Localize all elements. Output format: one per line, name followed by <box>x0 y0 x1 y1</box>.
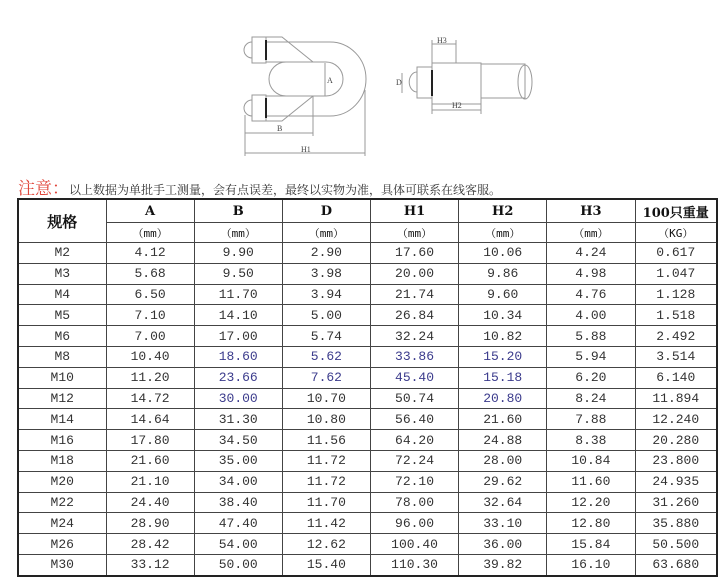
spec-cell: M3 <box>18 263 106 284</box>
value-cell: 39.82 <box>459 554 547 575</box>
value-cell: 6.140 <box>635 367 717 388</box>
value-cell: 10.34 <box>459 305 547 326</box>
value-cell: 35.00 <box>194 450 282 471</box>
value-cell: 56.40 <box>370 409 458 430</box>
value-cell: 24.40 <box>106 492 194 513</box>
value-cell: 5.00 <box>282 305 370 326</box>
value-cell: 7.88 <box>547 409 635 430</box>
value-cell: 36.00 <box>459 534 547 555</box>
value-cell: 17.60 <box>370 243 458 264</box>
value-cell: 54.00 <box>194 534 282 555</box>
table-row <box>18 450 717 471</box>
value-cell: 5.74 <box>282 326 370 347</box>
value-cell: 11.70 <box>194 284 282 305</box>
spec-cell: M6 <box>18 326 106 347</box>
value-cell: 50.00 <box>194 554 282 575</box>
value-cell: 11.60 <box>547 471 635 492</box>
value-cell: 32.64 <box>459 492 547 513</box>
note-text: 以上数据为单批手工测量，会有点误差，最终以实物为准，具体可联系在线客服。 <box>69 183 502 197</box>
value-cell: 11.894 <box>635 388 717 409</box>
column-unit: （mm） <box>106 223 194 243</box>
label-d: D <box>396 78 402 87</box>
table-row <box>18 554 717 575</box>
value-cell: 28.90 <box>106 513 194 534</box>
value-cell: 47.40 <box>194 513 282 534</box>
value-cell: 34.50 <box>194 430 282 451</box>
value-cell: 21.10 <box>106 471 194 492</box>
label-h3: H3 <box>437 36 447 45</box>
value-cell: 7.62 <box>282 367 370 388</box>
value-cell: 20.80 <box>459 388 547 409</box>
wire-rope-clip-diagram <box>0 0 728 165</box>
column-unit: （KG） <box>635 223 717 243</box>
value-cell: 96.00 <box>370 513 458 534</box>
value-cell: 50.74 <box>370 388 458 409</box>
value-cell: 11.72 <box>282 450 370 471</box>
value-cell: 6.50 <box>106 284 194 305</box>
spec-cell: M16 <box>18 430 106 451</box>
value-cell: 16.10 <box>547 554 635 575</box>
value-cell: 1.047 <box>635 263 717 284</box>
value-cell: 17.80 <box>106 430 194 451</box>
value-cell: 3.94 <box>282 284 370 305</box>
column-unit: （mm） <box>547 223 635 243</box>
column-header: 100只重量 <box>635 199 717 223</box>
label-a: A <box>327 76 333 85</box>
value-cell: 12.62 <box>282 534 370 555</box>
value-cell: 26.84 <box>370 305 458 326</box>
value-cell: 31.260 <box>635 492 717 513</box>
value-cell: 8.24 <box>547 388 635 409</box>
value-cell: 10.40 <box>106 346 194 367</box>
value-cell: 28.00 <box>459 450 547 471</box>
value-cell: 9.90 <box>194 243 282 264</box>
note-prefix: 注意： <box>18 179 69 199</box>
value-cell: 5.62 <box>282 346 370 367</box>
column-header: D <box>282 199 370 223</box>
value-cell: 15.18 <box>459 367 547 388</box>
table-row <box>18 513 717 534</box>
value-cell: 72.10 <box>370 471 458 492</box>
value-cell: 29.62 <box>459 471 547 492</box>
column-unit: （mm） <box>194 223 282 243</box>
value-cell: 21.74 <box>370 284 458 305</box>
spec-cell: M12 <box>18 388 106 409</box>
value-cell: 4.00 <box>547 305 635 326</box>
value-cell: 1.518 <box>635 305 717 326</box>
value-cell: 23.800 <box>635 450 717 471</box>
value-cell: 72.24 <box>370 450 458 471</box>
table-row <box>18 326 717 347</box>
value-cell: 10.70 <box>282 388 370 409</box>
value-cell: 12.20 <box>547 492 635 513</box>
spec-cell: M22 <box>18 492 106 513</box>
value-cell: 14.72 <box>106 388 194 409</box>
column-header: A <box>106 199 194 223</box>
value-cell: 7.10 <box>106 305 194 326</box>
value-cell: 11.20 <box>106 367 194 388</box>
spec-cell: M14 <box>18 409 106 430</box>
spec-cell: M8 <box>18 346 106 367</box>
column-header: H1 <box>370 199 458 223</box>
value-cell: 11.70 <box>282 492 370 513</box>
value-cell: 100.40 <box>370 534 458 555</box>
value-cell: 15.40 <box>282 554 370 575</box>
value-cell: 110.30 <box>370 554 458 575</box>
value-cell: 14.64 <box>106 409 194 430</box>
value-cell: 0.617 <box>635 243 717 264</box>
value-cell: 7.00 <box>106 326 194 347</box>
table-row <box>18 305 717 326</box>
spec-header: 规格 <box>18 199 106 243</box>
table-row <box>18 367 717 388</box>
value-cell: 12.80 <box>547 513 635 534</box>
value-cell: 28.42 <box>106 534 194 555</box>
value-cell: 35.880 <box>635 513 717 534</box>
spec-cell: M18 <box>18 450 106 471</box>
value-cell: 24.935 <box>635 471 717 492</box>
spec-cell: M20 <box>18 471 106 492</box>
value-cell: 4.12 <box>106 243 194 264</box>
value-cell: 4.76 <box>547 284 635 305</box>
value-cell: 33.10 <box>459 513 547 534</box>
value-cell: 3.98 <box>282 263 370 284</box>
value-cell: 5.68 <box>106 263 194 284</box>
value-cell: 2.90 <box>282 243 370 264</box>
table-row <box>18 243 717 264</box>
value-cell: 64.20 <box>370 430 458 451</box>
label-h2: H2 <box>452 101 462 110</box>
column-header: H2 <box>459 199 547 223</box>
spec-cell: M2 <box>18 243 106 264</box>
value-cell: 12.240 <box>635 409 717 430</box>
value-cell: 20.280 <box>635 430 717 451</box>
value-cell: 14.10 <box>194 305 282 326</box>
value-cell: 45.40 <box>370 367 458 388</box>
value-cell: 8.38 <box>547 430 635 451</box>
value-cell: 3.514 <box>635 346 717 367</box>
value-cell: 11.42 <box>282 513 370 534</box>
spec-cell: M10 <box>18 367 106 388</box>
value-cell: 23.66 <box>194 367 282 388</box>
value-cell: 78.00 <box>370 492 458 513</box>
table-row <box>18 430 717 451</box>
table-row <box>18 492 717 513</box>
value-cell: 11.56 <box>282 430 370 451</box>
value-cell: 5.94 <box>547 346 635 367</box>
value-cell: 33.86 <box>370 346 458 367</box>
table-row <box>18 409 717 430</box>
spec-cell: M5 <box>18 305 106 326</box>
value-cell: 11.72 <box>282 471 370 492</box>
spec-cell: M30 <box>18 554 106 575</box>
value-cell: 9.60 <box>459 284 547 305</box>
value-cell: 20.00 <box>370 263 458 284</box>
measurement-note <box>18 174 501 199</box>
value-cell: 10.82 <box>459 326 547 347</box>
value-cell: 10.80 <box>282 409 370 430</box>
spec-cell: M26 <box>18 534 106 555</box>
value-cell: 1.128 <box>635 284 717 305</box>
value-cell: 32.24 <box>370 326 458 347</box>
value-cell: 10.06 <box>459 243 547 264</box>
value-cell: 4.24 <box>547 243 635 264</box>
table-row <box>18 388 717 409</box>
label-b: B <box>277 124 283 133</box>
column-unit: （mm） <box>459 223 547 243</box>
spec-cell: M24 <box>18 513 106 534</box>
table-row <box>18 346 717 367</box>
value-cell: 2.492 <box>635 326 717 347</box>
value-cell: 21.60 <box>459 409 547 430</box>
value-cell: 31.30 <box>194 409 282 430</box>
value-cell: 9.86 <box>459 263 547 284</box>
label-h1: H1 <box>301 145 311 154</box>
column-header: B <box>194 199 282 223</box>
value-cell: 4.98 <box>547 263 635 284</box>
value-cell: 17.00 <box>194 326 282 347</box>
value-cell: 24.88 <box>459 430 547 451</box>
value-cell: 63.680 <box>635 554 717 575</box>
spec-table <box>17 198 718 577</box>
value-cell: 18.60 <box>194 346 282 367</box>
table-row <box>18 471 717 492</box>
column-header: H3 <box>547 199 635 223</box>
table-row <box>18 534 717 555</box>
spec-cell: M4 <box>18 284 106 305</box>
value-cell: 38.40 <box>194 492 282 513</box>
table-row <box>18 284 717 305</box>
column-unit: （mm） <box>370 223 458 243</box>
value-cell: 33.12 <box>106 554 194 575</box>
value-cell: 9.50 <box>194 263 282 284</box>
value-cell: 5.88 <box>547 326 635 347</box>
table-row <box>18 263 717 284</box>
value-cell: 21.60 <box>106 450 194 471</box>
value-cell: 50.500 <box>635 534 717 555</box>
value-cell: 34.00 <box>194 471 282 492</box>
value-cell: 15.20 <box>459 346 547 367</box>
value-cell: 30.00 <box>194 388 282 409</box>
value-cell: 15.84 <box>547 534 635 555</box>
value-cell: 10.84 <box>547 450 635 471</box>
column-unit: （mm） <box>282 223 370 243</box>
value-cell: 6.20 <box>547 367 635 388</box>
